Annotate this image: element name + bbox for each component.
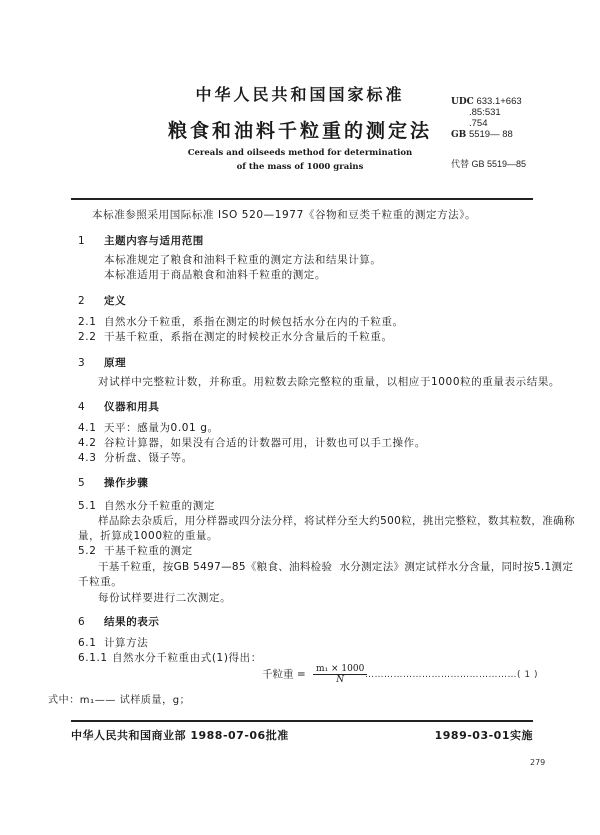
item-number: 4.3 <box>78 452 97 464</box>
item-number: 4.2 <box>78 437 97 449</box>
section-title: 原理 <box>104 357 127 369</box>
subsection-5-2-paragraph-line2: 千粒重。 <box>78 576 123 588</box>
section-number: 5 <box>78 477 86 489</box>
footer-divider <box>71 720 533 722</box>
item-text: 干基千粒重，系指在测定的时候校正水分含量后的千粒重。 <box>103 331 393 343</box>
item-number: 2.2 <box>78 331 97 343</box>
subsection-6-1-1 <box>78 651 262 665</box>
formula-where-clause: 式中：m₁—— 试样质量，g； <box>48 695 191 706</box>
section-number: 3 <box>78 357 86 369</box>
section-title: 结果的表示 <box>104 616 160 628</box>
leader-dots: ………………………………………… <box>365 670 517 680</box>
section-title: 操作步骤 <box>104 477 149 489</box>
gb-number <box>451 129 513 141</box>
section-number: 6 <box>78 616 86 628</box>
item-number: 6.1.1 <box>78 652 108 664</box>
page-number: 279 <box>530 758 546 767</box>
subsection-5-2-paragraph-2: 每份试样要进行二次测定。 <box>98 592 232 604</box>
subsection-5-1-title <box>78 499 215 513</box>
item-title: 计算方法 <box>103 637 149 649</box>
section-title: 仪器和用具 <box>104 401 160 413</box>
item-number: 2.1 <box>78 316 97 328</box>
item-number: 5.2 <box>78 545 97 557</box>
udc-line2: .85:531 <box>469 107 501 118</box>
subsection-6-1-title <box>78 636 148 650</box>
item-text: 自然水分千粒重由式(1)得出： <box>111 652 262 664</box>
document-title-en-line1: Cereals and oilseeds method for determination <box>187 148 413 158</box>
section-1-paragraph-2: 本标准适用于商品粮食和油料千粒重的测定。 <box>104 269 326 281</box>
item-4-2 <box>78 436 426 450</box>
gb-number-value: 5519— 88 <box>468 129 513 140</box>
section-1-paragraph-1: 本标准规定了粮食和油料千粒重的测定方法和结果计算。 <box>104 254 382 266</box>
item-number: 6.1 <box>78 637 97 649</box>
subsection-5-2-title <box>78 544 193 558</box>
item-title: 自然水分千粒重的测定 <box>103 500 215 512</box>
header-divider <box>71 198 533 200</box>
item-number: 4.1 <box>78 422 97 434</box>
item-4-1 <box>78 421 219 435</box>
section-2-heading <box>78 293 126 308</box>
udc-line1: 633.1+663 <box>476 96 522 107</box>
section-title: 定义 <box>104 295 127 307</box>
document-title-en-line2: of the mass of 1000 grains <box>236 162 364 172</box>
item-text: 自然水分千粒重，系指在测定的时候包括水分在内的千粒重。 <box>103 316 404 328</box>
standard-type: 中华人民共和国国家标准 <box>195 85 405 104</box>
document-title-cn: 粮食和油料千粒重的测定法 <box>167 120 432 142</box>
definition-2-2 <box>78 330 393 344</box>
formula-leader-dots <box>365 670 538 680</box>
replaces-standard: 代替 GB 5519—85 <box>451 159 527 169</box>
equation-number: ( 1 ) <box>517 670 538 680</box>
gb-label: GB <box>451 130 467 140</box>
udc-line3: .754 <box>469 118 488 129</box>
approval-info: 中华人民共和国商业部 1988-07-06批准 <box>71 729 289 742</box>
item-title: 干基千粒重的测定 <box>103 545 193 557</box>
formula-lhs: 千粒重 = <box>262 668 306 681</box>
item-text: 谷粒计算器，如果没有合适的计数器可用，计数也可以手工操作。 <box>103 437 426 449</box>
subsection-5-1-paragraph-line2: 量，折算成1000粒的重量。 <box>78 530 219 542</box>
section-number: 4 <box>78 401 86 413</box>
section-3-paragraph: 对试样中完整粒计数，并称重。用粒数去除完整粒的重量，以相应于1000粒的重量表示结果。 <box>98 376 561 388</box>
udc-label: UDC <box>451 97 474 107</box>
subsection-5-1-paragraph-line1: 样品除去杂质后，用分样器或四分法分样，将试样分至大约500粒，挑出完整粒，数其粒数，准确称 <box>98 515 575 527</box>
section-1-heading <box>78 233 204 248</box>
section-number: 1 <box>78 235 86 247</box>
definition-2-1 <box>78 315 404 329</box>
item-4-3 <box>78 451 193 465</box>
item-number: 5.1 <box>78 500 97 512</box>
formula-numerator: m₁ × 1000 <box>313 664 367 675</box>
item-text: 分析盘、镊子等。 <box>103 452 193 464</box>
section-4-heading <box>78 399 160 414</box>
section-number: 2 <box>78 295 86 307</box>
intro-paragraph: 本标准参照采用国际标准 ISO 520—1977《谷物和豆类千粒重的测定方法》。 <box>92 209 477 221</box>
section-5-heading <box>78 475 148 490</box>
subsection-5-2-paragraph-line1: 干基千粒重，按GB 5497—85《粮食、油料检验 水分测定法》测定试样水分含量，同时按5.1测定 <box>98 561 574 573</box>
formula-fraction <box>313 664 367 685</box>
effective-date: 1989-03-01实施 <box>434 729 533 742</box>
item-text: 天平：感量为0.01 g。 <box>103 422 219 434</box>
formula-denominator: N <box>336 675 345 685</box>
formula-thousand-grain-mass <box>262 664 367 685</box>
section-title: 主题内容与适用范围 <box>104 235 204 247</box>
section-6-heading <box>78 614 160 629</box>
section-3-heading <box>78 355 126 370</box>
